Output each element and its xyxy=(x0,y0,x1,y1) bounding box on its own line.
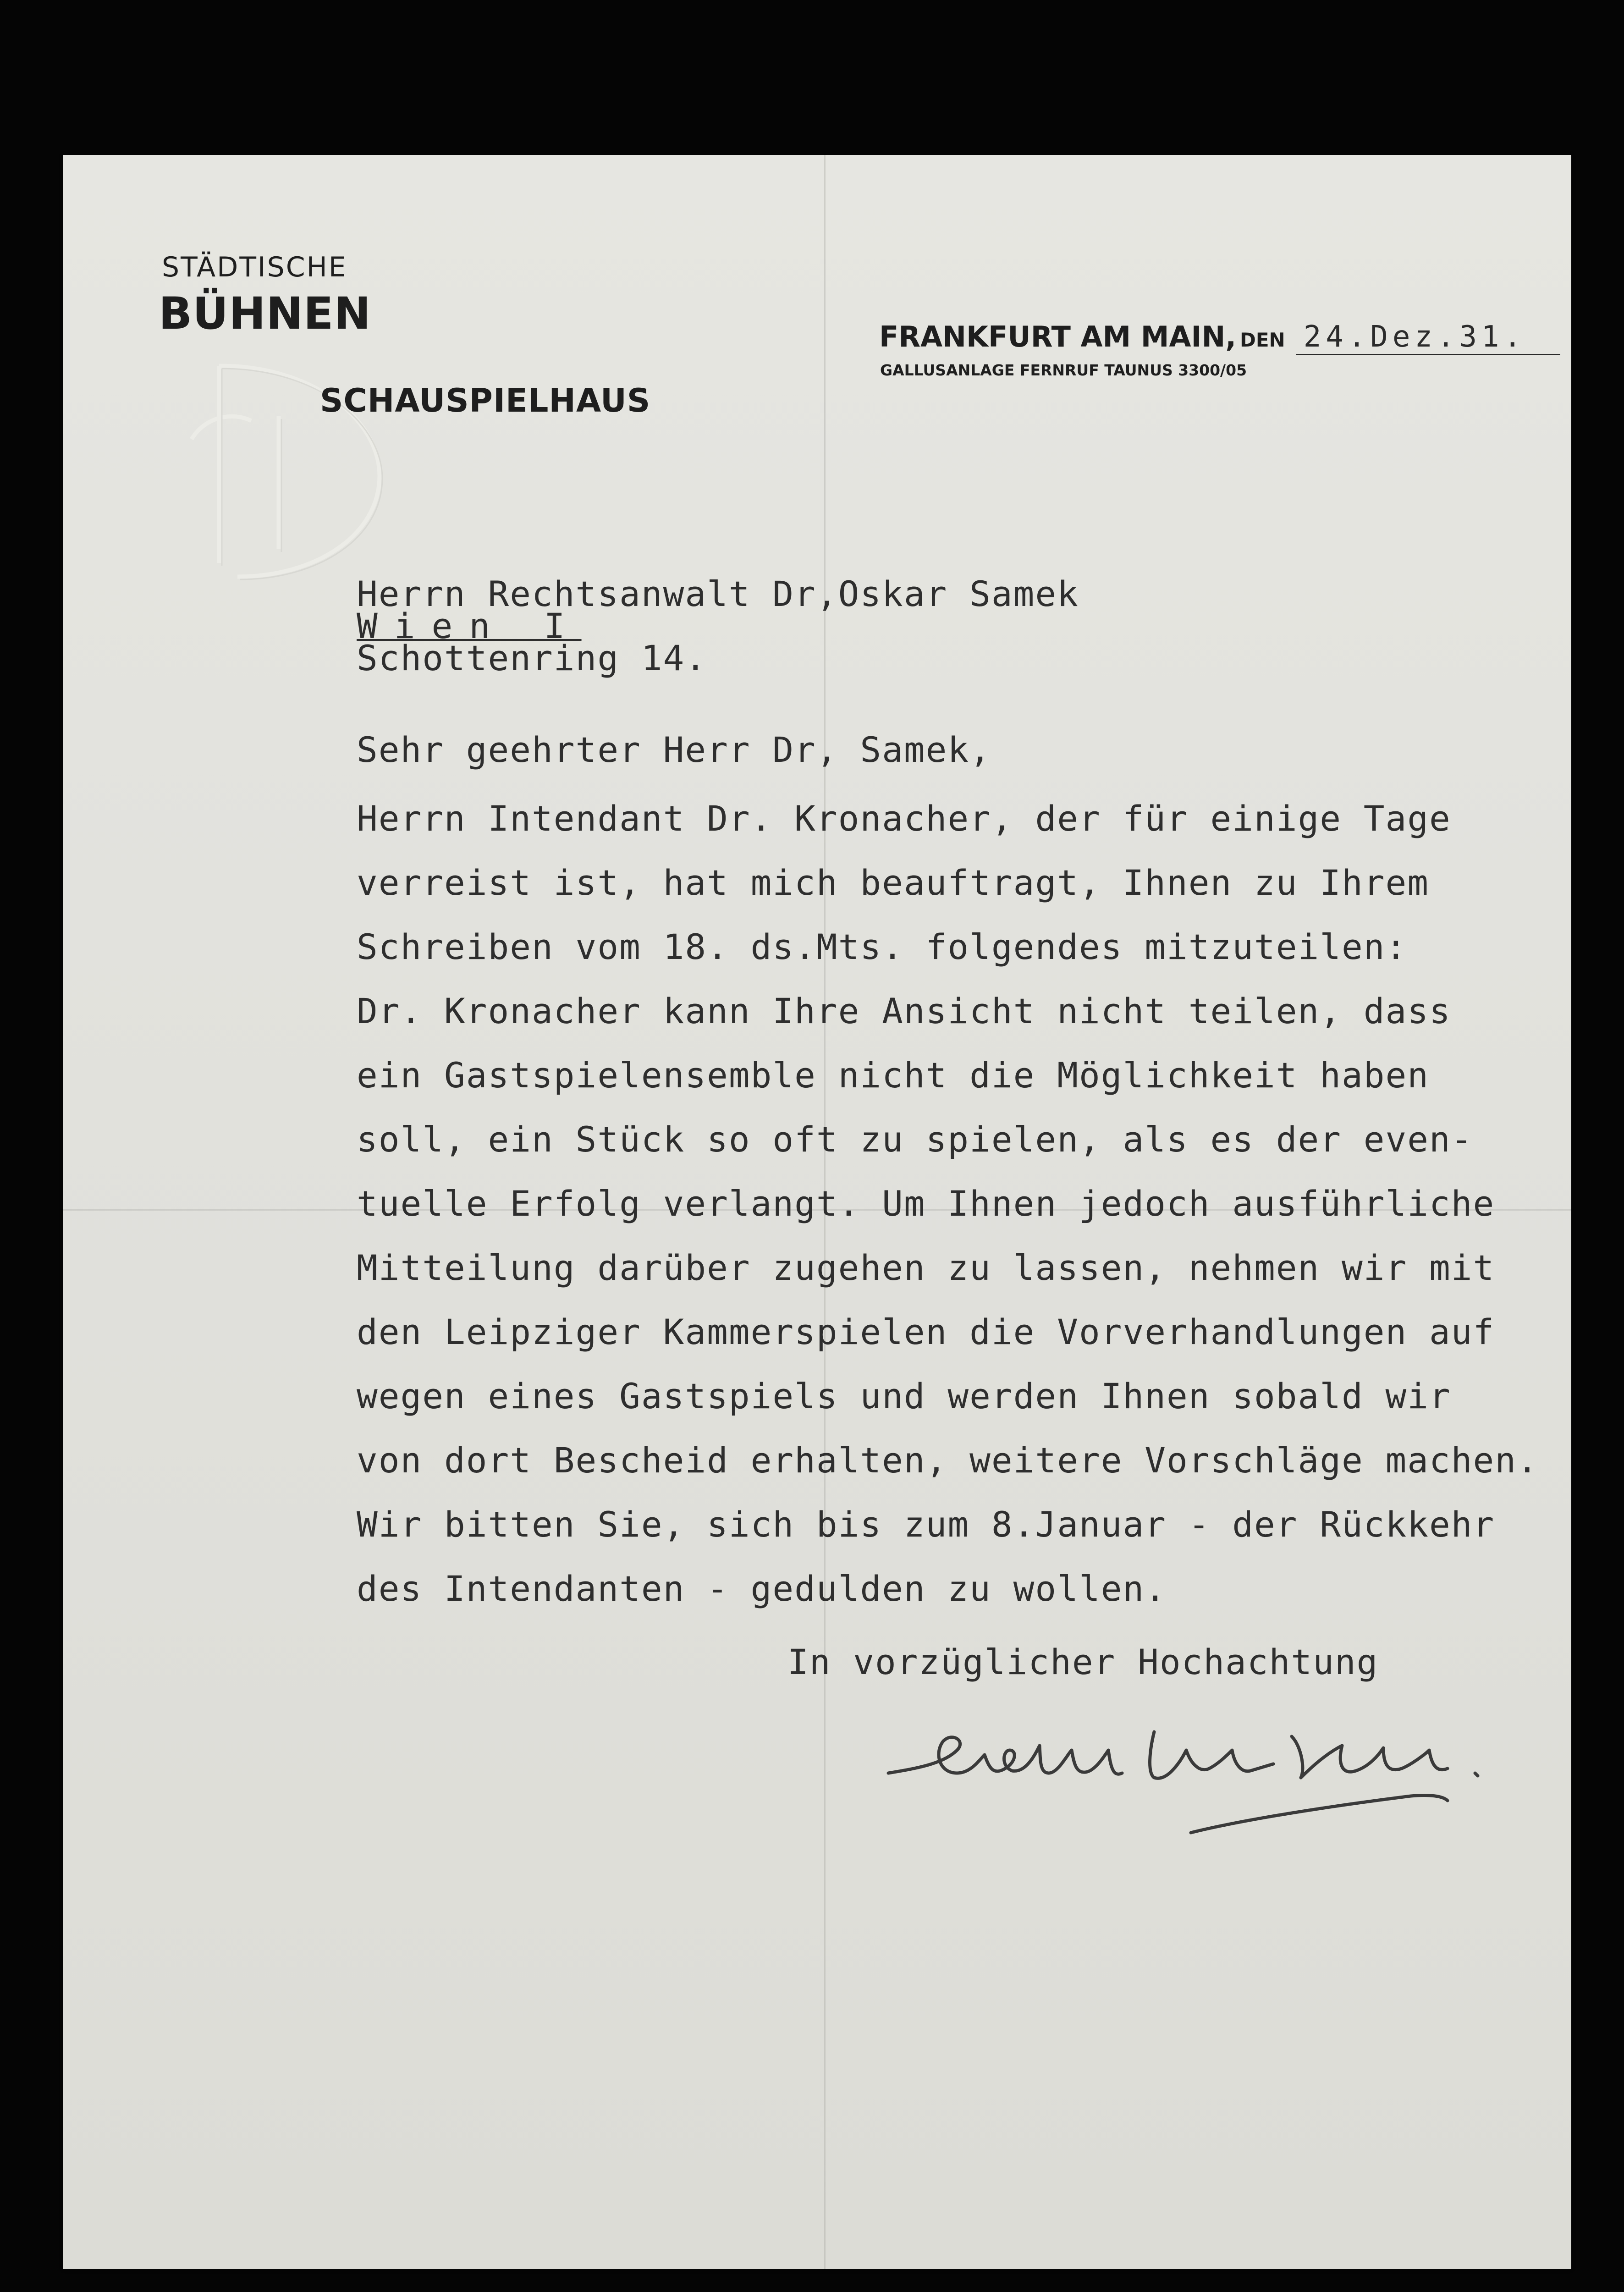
recipient-line-2: Wien I xyxy=(357,606,582,646)
handwritten-signature xyxy=(879,1704,1493,1851)
body-line: verreist ist, hat mich beauftragt, Ihnen zu Ihrem xyxy=(357,862,1430,903)
letter-date: 24.Dez.31. xyxy=(1296,320,1560,355)
body-line: Wir bitten Sie, sich bis zum 8.Januar - der Rückkehr xyxy=(357,1504,1495,1545)
letterhead-place: FRANKFURT AM MAIN, xyxy=(879,320,1236,353)
body-line: Schreiben vom 18. ds.Mts. folgendes mitzuteilen: xyxy=(357,926,1408,967)
body-line: von dort Bescheid erhalten, weitere Vorschläge machen. xyxy=(357,1440,1539,1481)
body-line: ein Gastspielensemble nicht die Möglichkeit haben xyxy=(357,1055,1430,1096)
body-line: wegen eines Gastspiels und werden Ihnen sobald wir xyxy=(357,1376,1451,1416)
letterhead-organization: STÄDTISCHE xyxy=(162,251,347,283)
salutation: Sehr geehrter Herr Dr, Samek, xyxy=(357,729,991,770)
recipient-line-1: Herrn Rechtsanwalt Dr,Oskar Samek xyxy=(357,573,1079,614)
letterhead-address-phone: GALLUSANLAGE FERNRUF TAUNUS 3300/05 xyxy=(880,361,1247,379)
body-line: soll, ein Stück so oft zu spielen, als es der even- xyxy=(357,1119,1473,1160)
closing: In vorzüglicher Hochachtung xyxy=(787,1642,1379,1682)
body-line: Mitteilung darüber zugehen zu lassen, nehmen wir mit xyxy=(357,1247,1495,1288)
recipient-line-3: Schottenring 14. xyxy=(357,638,707,678)
body-line: den Leipziger Kammerspielen die Vorverhandlungen auf xyxy=(357,1311,1495,1352)
place-date-line xyxy=(879,320,1560,355)
letterhead-department: SCHAUSPIELHAUS xyxy=(320,382,651,419)
body-line: Herrn Intendant Dr. Kronacher, der für einige Tage xyxy=(357,798,1451,839)
date-prefix: DEN xyxy=(1240,329,1285,351)
body-line: des Intendanten - gedulden zu wollen. xyxy=(357,1568,1167,1609)
body-line: Dr. Kronacher kann Ihre Ansicht nicht teilen, dass xyxy=(357,991,1451,1031)
letter-page xyxy=(63,155,1571,2269)
body-line: tuelle Erfolg verlangt. Um Ihnen jedoch ausführliche xyxy=(357,1183,1495,1224)
letterhead-name: BÜHNEN xyxy=(159,288,371,339)
